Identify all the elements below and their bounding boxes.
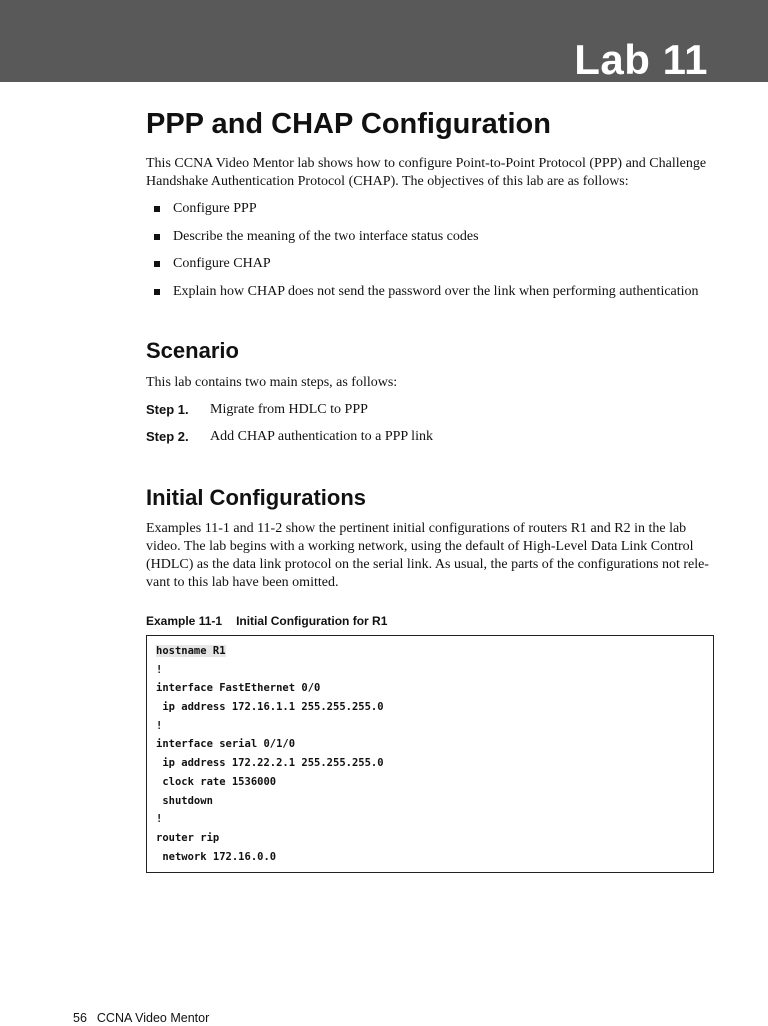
page-title: PPP and CHAP Configuration — [146, 108, 551, 140]
initial-configurations-paragraph: Examples 11-1 and 11-2 show the pertinent initial configurations of routers R1 and R2 in the lab video. The lab begins with a working network, using the default of High-Level Data Link Control (HDLC) as the data link protocol on the serial link. As usual, the parts of the configurations not rele-vant to this lab have been omitted. — [146, 521, 709, 590]
code-line: ! — [156, 719, 163, 732]
square-bullet-icon — [154, 289, 160, 295]
step-text: Add CHAP authentication to a PPP link — [210, 429, 433, 444]
book-title: CCNA Video Mentor — [96, 1011, 210, 1025]
objectives-list — [154, 200, 714, 310]
page-number: 56 — [73, 1011, 87, 1025]
code-line: clock rate 1536000 — [156, 775, 277, 788]
example-number: Example 11-1 — [146, 614, 223, 628]
square-bullet-icon — [154, 261, 160, 267]
initial-configurations-heading: Initial Configurations — [146, 485, 366, 510]
step-2 — [146, 428, 714, 446]
step-label: Step 2. — [146, 429, 189, 444]
code-line: ip address 172.16.1.1 255.255.255.0 — [156, 701, 384, 714]
example-title: Initial Configuration for R1 — [236, 614, 388, 628]
step-text: Migrate from HDLC to PPP — [210, 402, 368, 417]
code-line: network 172.16.0.0 — [156, 850, 277, 863]
code-line: router rip — [156, 831, 220, 844]
chapter-header-band — [0, 0, 768, 82]
code-line: interface serial 0/1/0 — [156, 738, 296, 751]
list-item: Configure PPP — [154, 200, 714, 228]
list-item: Describe the meaning of the two interface status codes — [154, 228, 714, 256]
code-line: hostname R1 — [156, 645, 226, 657]
code-line: interface FastEthernet 0/0 — [156, 682, 321, 695]
code-listing — [156, 642, 384, 866]
code-line: shutdown — [156, 794, 213, 807]
code-line: ip address 172.22.2.1 255.255.255.0 — [156, 757, 384, 770]
code-line: ! — [156, 663, 163, 676]
list-item: Configure CHAP — [154, 255, 714, 283]
square-bullet-icon — [154, 206, 160, 212]
scenario-intro: This lab contains two main steps, as follows: — [146, 375, 398, 390]
step-1 — [146, 401, 714, 419]
example-caption — [146, 613, 387, 629]
intro-paragraph: This CCNA Video Mentor lab shows how to configure Point-to-Point Protocol (PPP) and Challenge Handshake Authentication Protocol (CHAP). The objectives of this lab are as follows: — [146, 156, 707, 189]
scenario-heading: Scenario — [146, 338, 239, 363]
square-bullet-icon — [154, 234, 160, 240]
list-item: Explain how CHAP does not send the password over the link when performing authentication — [154, 283, 714, 311]
code-example-box — [146, 635, 714, 873]
step-label: Step 1. — [146, 402, 189, 417]
code-line: ! — [156, 813, 163, 826]
lab-number-title: Lab 11 — [574, 36, 708, 83]
